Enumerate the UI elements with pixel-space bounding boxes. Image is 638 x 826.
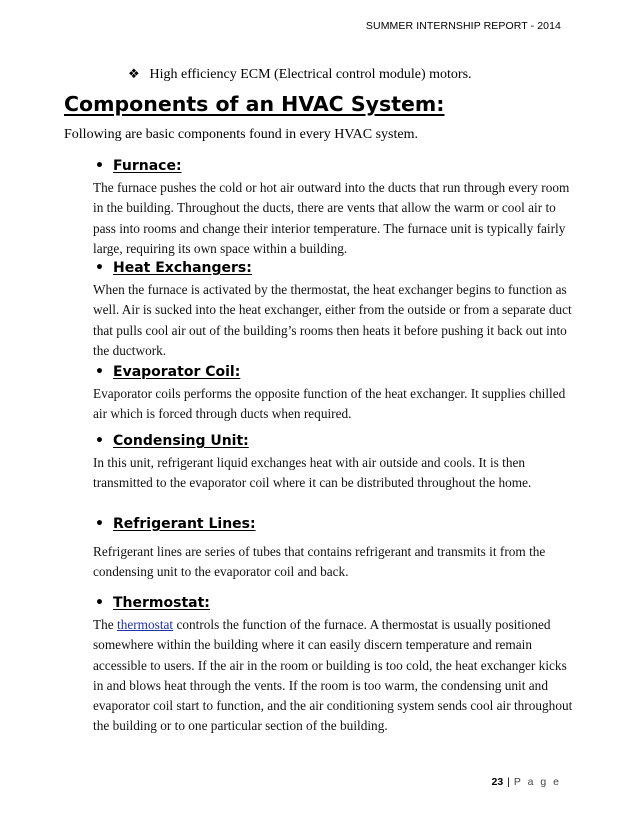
- component-heading-text: Furnace:: [113, 158, 182, 174]
- section-intro: Following are basic components found in every HVAC system.: [64, 127, 418, 142]
- component-description: Refrigerant lines are series of tubes that contains refrigerant and transmits it from the condensing unit to the evaporator coil and back.: [93, 544, 546, 580]
- component-heading: [93, 433, 573, 453]
- component-thermostat: [93, 595, 573, 737]
- component-heading: [93, 364, 573, 384]
- component-description: In this unit, refrigerant liquid exchanges heat with air outside and cools. It is then transmitted to the evaporator coil where it can be distributed throughout the home.: [93, 455, 532, 491]
- component-heading-text: Evaporator Coil:: [113, 364, 241, 380]
- bullet-dot-icon: •: [95, 595, 104, 611]
- component-description: The furnace pushes the cold or hot air outward into the ducts that run through every room in the building. Throughout the ducts, there are vents that allow the warm or cool air to pass into rooms and change their interior temperature. The furnace unit is typically fairly large, requiring its own space within a building.: [93, 180, 570, 256]
- thermostat-body-text: controls the function of the furnace. A thermostat is usually positioned somewhere within the building where it can easily discern temperature and remain accessible to users. If the air in the room or building is too cold, the heat exchanger kicks in and blows heat through the vents. If the room is too warm, the condensing unit and evaporator coil start to function, and the air conditioning system sends cool air throughout the building or to one particular section of the building.: [93, 617, 573, 734]
- footer-separator: |: [507, 776, 510, 788]
- page-footer: [491, 776, 561, 788]
- component-heading: [93, 260, 573, 280]
- bullet-dot-icon: •: [95, 158, 104, 174]
- component-heading: [93, 595, 573, 615]
- component-description: [93, 615, 573, 737]
- component-heading: [93, 158, 573, 178]
- component-heading-text: Condensing Unit:: [113, 433, 249, 449]
- bullet-dot-icon: •: [95, 433, 104, 449]
- component-heat-exchangers: [93, 260, 573, 361]
- component-condensing-unit: [93, 433, 573, 494]
- bullet-dot-icon: •: [95, 516, 104, 532]
- component-heading: [93, 516, 573, 536]
- page-label: P a g e: [513, 776, 561, 788]
- intro-bullet-item: [128, 66, 472, 83]
- bullet-dot-icon: •: [95, 260, 104, 276]
- component-heading-text: Heat Exchangers:: [113, 260, 252, 276]
- component-heading-text: Refrigerant Lines:: [113, 516, 256, 532]
- intro-bullet-text: High efficiency ECM (Electrical control module) motors.: [149, 67, 472, 82]
- thermostat-body-prefix: The: [93, 617, 117, 632]
- component-description: When the furnace is activated by the thermostat, the heat exchanger begins to function as well. Air is sucked into the heat exchanger, either from the outside or from a separate duct that pulls cool air out of the building’s rooms then heats it before pushing it back out into the ductwork.: [93, 282, 572, 358]
- component-furnace: [93, 158, 573, 259]
- page-header: SUMMER INTERNSHIP REPORT - 2014: [365, 20, 561, 32]
- component-heading-text: Thermostat:: [113, 595, 210, 611]
- thermostat-link[interactable]: thermostat: [117, 617, 174, 632]
- diamond-bullet-icon: ❖: [128, 66, 140, 81]
- component-description: Evaporator coils performs the opposite function of the heat exchanger. It supplies chilled air which is forced through ducts when required.: [93, 386, 566, 422]
- page-number: 23: [491, 776, 504, 788]
- component-evaporator-coil: [93, 364, 573, 425]
- section-title: Components of an HVAC System:: [64, 92, 445, 116]
- component-refrigerant-lines: [93, 516, 573, 583]
- bullet-dot-icon: •: [95, 364, 104, 380]
